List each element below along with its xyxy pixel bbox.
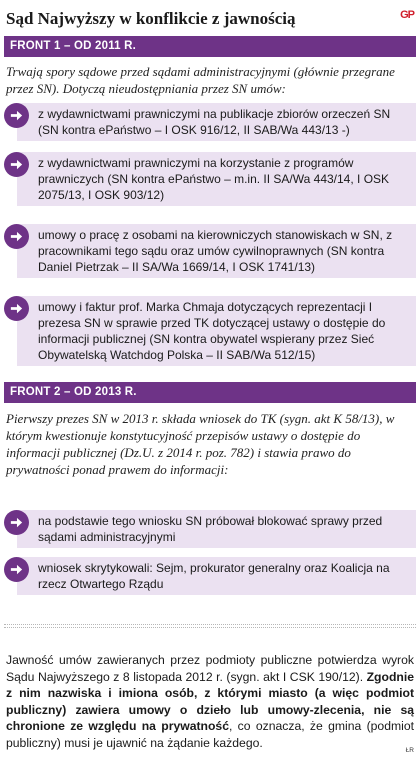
list-item [4,103,416,141]
section-band-front-1: FRONT 1 – OD 2011 R. [4,36,416,57]
list-item-text: na podstawie tego wniosku SN próbował blokować sprawy przed sądami administracyjnymi [17,510,416,548]
list-item-text: z wydawnictwami prawniczymi na publikacje zbiorów orzeczeń SN (SN kontra ePaństwo – I OSK 916/12, II SAB/Wa 443/13 -) [17,103,416,141]
section-band-front-2: FRONT 2 – OD 2013 R. [4,382,416,403]
body-text-plain-end: , co oznacza, że gmina (podmiot publiczny) musi je ujawnić na żądanie każdego. [6,719,414,750]
list-item [4,224,416,278]
list-item [4,152,416,206]
arrow-right-icon [4,557,29,582]
body-text-plain: Jawność umów zawieranych przez podmioty publiczne potwierdza wyrok Sądu Najwyższego z 8 listopada 2012 r. (sygn. akt I CSK 190/12). [6,653,414,684]
section-intro-front-1: Trwają spory sądowe przed sądami administracyjnymi (głównie przegrane przez SN). Dotyczą nieudostępniania przez SN umów: [6,64,395,96]
list-item [4,510,416,548]
divider [4,624,416,628]
arrow-right-icon [4,152,29,177]
list-item-text: umowy o pracę z osobami na kierowniczych stanowiskach w SN, z pracownikami tego sądu oraz umów cywilnoprawnych (SN kontra Daniel Pietrzak – II SA/Wa 1669/14, I OSK 1741/13) [17,224,416,278]
body-text-bold: Zgodnie z nim nazwiska i imiona osób, z którymi miasto (a więc podmiot publiczny) zawiera umowy o dzieło lub umowy-zlecenia, nie są chronione ze względu na prywatność [6,669,414,733]
section-intro-front-2: Pierwszy prezes SN w 2013 r. składa wniosek do TK (sygn. akt K 58/13), w którym kwestionuje konstytucyjność przepisów ustawy o dostępie do informacji publicznej (Dz.U. z 2014 r. poz. 782) i stawia prawo do prywatności ponad prawem do informacji: [6,411,395,477]
arrow-right-icon [4,510,29,535]
list-item-text: umowy i faktur prof. Marka Chmaja dotyczących reprezentacji I prezesa SN w sprawie przed TK dotyczącej ustawy o dostępie do informacji publicznej (SN kontra obywatel wspierany przez Sieć Obywatelską Watchdog Polska – II SAB/Wa 512/15) [17,296,416,366]
author-credit: ŁR [405,747,414,754]
list-item-text: wniosek skrytykowali: Sejm, prokurator generalny oraz Koalicja na rzecz Otwartego Rządu [17,557,416,595]
publisher-logo: GP [400,9,414,21]
list-item [4,296,416,366]
body-paragraph [6,652,414,751]
list-item-text: z wydawnictwami prawniczymi na korzystanie z programów prawniczych (SN kontra ePaństwo – m.in. II SA/Wa 443/14, I OSK 2075/13, I OSK 903/12) [17,152,416,206]
list-item [4,557,416,595]
arrow-right-icon [4,103,29,128]
arrow-right-icon [4,224,29,249]
page-title: Sąd Najwyższy w konflikcie z jawnością [6,9,296,28]
arrow-right-icon [4,296,29,321]
